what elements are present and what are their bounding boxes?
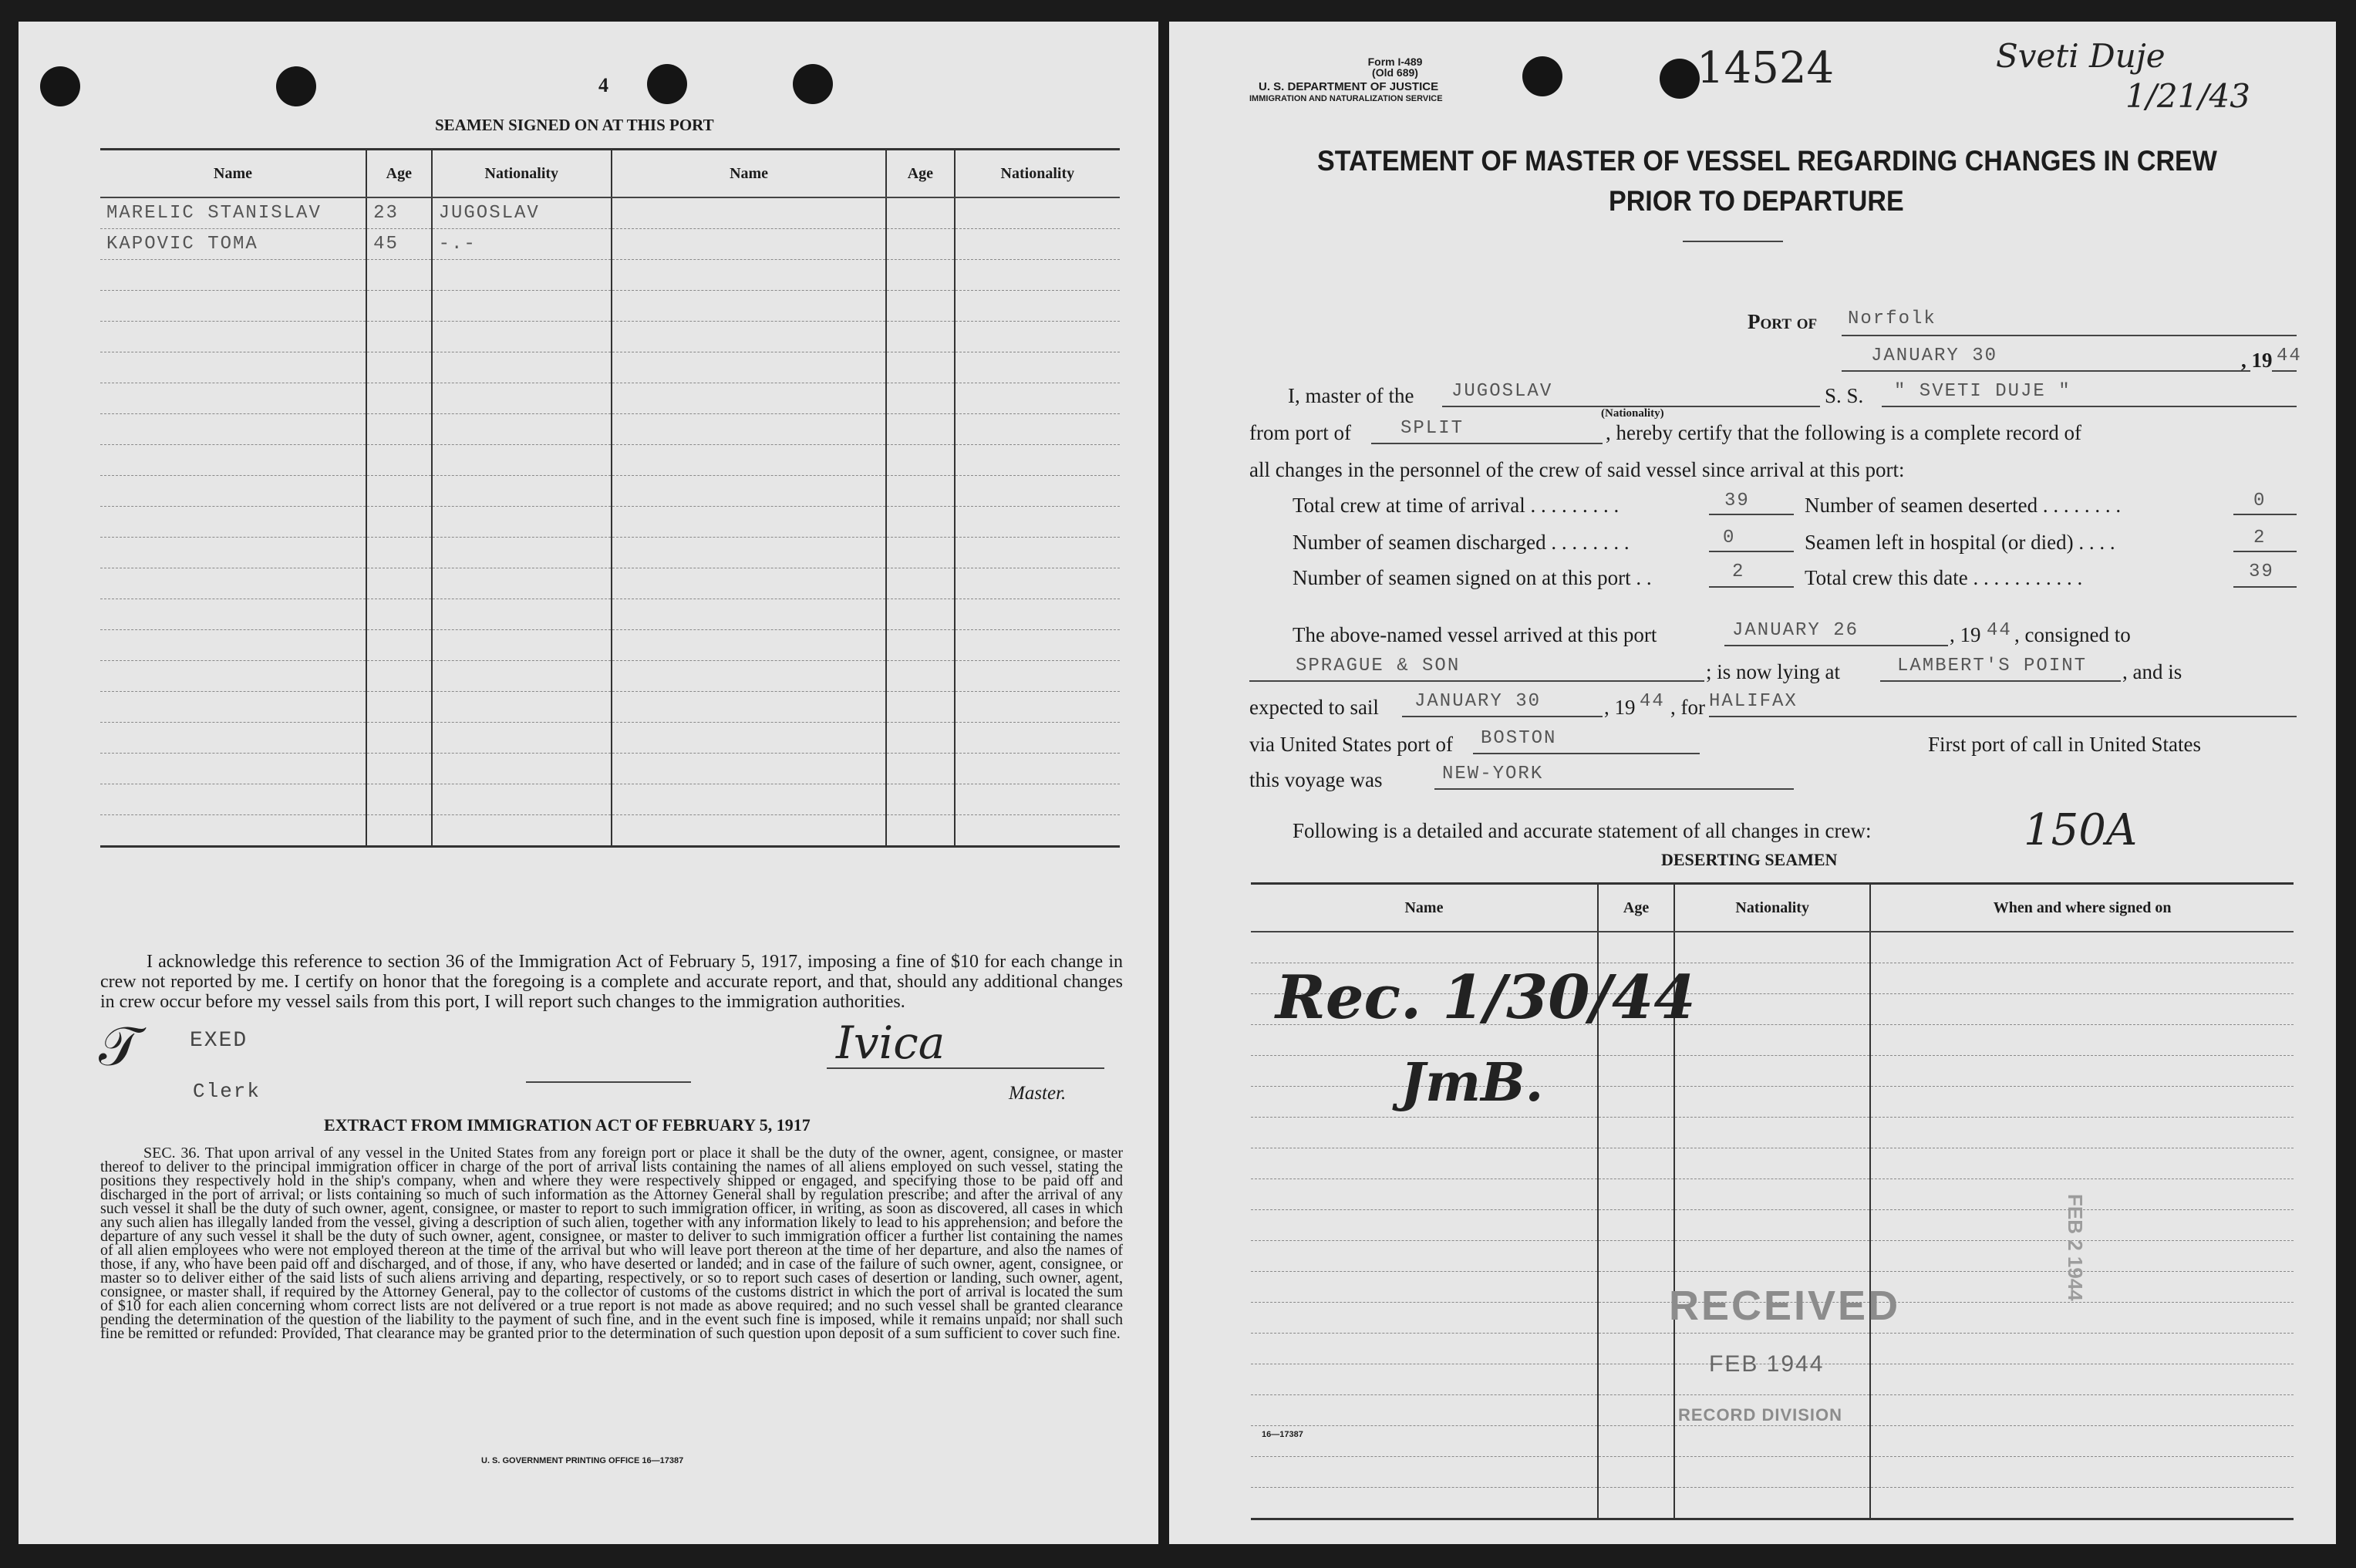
master-signature: Ivica bbox=[836, 1017, 945, 1069]
consigned-to-label: , consigned to bbox=[2014, 623, 2131, 646]
table-row bbox=[100, 260, 1120, 291]
col-name: Name bbox=[1251, 884, 1598, 932]
deserted-value: 0 bbox=[2253, 491, 2267, 511]
table-row bbox=[100, 414, 1120, 445]
stat-line bbox=[2233, 551, 2297, 552]
handwritten-date: 1/21/43 bbox=[2125, 77, 2250, 115]
all-changes-text: all changes in the personnel of the crew of said vessel since arrival at this port: bbox=[1249, 458, 1905, 481]
port-of-value: Norfolk bbox=[1848, 309, 1936, 329]
handwritten-code: 150A bbox=[2024, 805, 2138, 855]
col-name: Name bbox=[100, 150, 366, 198]
consignee-line bbox=[1249, 680, 1704, 682]
seaman-name: MARELIC STANISLAV bbox=[100, 197, 366, 229]
table-row bbox=[100, 630, 1120, 661]
table-row bbox=[1251, 1210, 2294, 1241]
port-line bbox=[1842, 335, 2297, 336]
year-prefix: , 19 bbox=[2241, 349, 2273, 372]
certify-text: , hereby certify that the following is a complete record of bbox=[1606, 421, 2082, 444]
nationality-caption: (Nationality) bbox=[1601, 407, 1664, 420]
footer-code: 16—17387 bbox=[1262, 1430, 1303, 1439]
stat-line bbox=[1709, 514, 1794, 515]
total-crew-date-value: 39 bbox=[2249, 561, 2274, 582]
punch-hole bbox=[276, 66, 316, 106]
hospital-label: Seamen left in hospital (or died) . . . . bbox=[1805, 531, 2115, 554]
table-row bbox=[100, 784, 1120, 815]
signed-on-label: Number of seamen signed on at this port . . bbox=[1293, 566, 1652, 589]
title-divider bbox=[1683, 241, 1783, 242]
department: U. S. DEPARTMENT OF JUSTICE bbox=[1259, 80, 1439, 93]
stat-line bbox=[1709, 586, 1794, 588]
col-nationality: Nationality bbox=[1674, 884, 1870, 932]
ss-label: S. S. bbox=[1825, 384, 1864, 407]
right-page bbox=[1169, 22, 2336, 1544]
expected-date-line bbox=[1402, 716, 1603, 717]
received-stamp: RECEIVED bbox=[1669, 1283, 1901, 1329]
form-title-line1: STATEMENT OF MASTER OF VESSEL REGARDING CHANGES IN CREW bbox=[1317, 145, 2217, 177]
deserting-title: DESERTING SEAMEN bbox=[1661, 850, 1838, 869]
col-age-2: Age bbox=[886, 150, 955, 198]
col-nationality-2: Nationality bbox=[955, 150, 1120, 198]
ship-name: " SVETI DUJE " bbox=[1894, 381, 2071, 402]
arrived-label: The above-named vessel arrived at this port bbox=[1293, 623, 1657, 646]
total-crew-arrival-value: 39 bbox=[1724, 491, 1750, 511]
from-port-label: from port of bbox=[1249, 421, 1351, 444]
for-line bbox=[1709, 716, 2297, 717]
printer-line: U. S. GOVERNMENT PRINTING OFFICE 16—17387 bbox=[481, 1456, 684, 1465]
arrived-date-line bbox=[1724, 645, 1948, 646]
handwritten-received-note: Rec. 1/30/44 bbox=[1276, 963, 1696, 1033]
total-crew-date-label: Total crew this date . . . . . . . . . . . bbox=[1805, 566, 2083, 589]
table-row bbox=[1251, 1426, 2294, 1457]
table-row bbox=[100, 322, 1120, 352]
punch-hole bbox=[40, 66, 80, 106]
from-port-line bbox=[1371, 443, 1603, 444]
seaman-age: 23 bbox=[366, 197, 432, 229]
form-title-line2: PRIOR TO DEPARTURE bbox=[1609, 185, 1904, 217]
and-is-label: , and is bbox=[2122, 660, 2182, 683]
arrived-date: JANUARY 26 bbox=[1732, 620, 1859, 641]
table-row bbox=[100, 661, 1120, 692]
extract-text: SEC. 36. That upon arrival of any vessel in the United States from any foreign port or place it shall be the duty of the owner, agent, consignee, or master thereof to deliver to the principal immigration officer in charge of the port of arrival lists containing the names of all aliens employed on such vessel, stating the positions they respectively hold in the ship's company, when and where they were respectively shipped or engaged, and specifying those to be paid off and discharged in the port of arrival; or lists containing so much of such information as the Attorney General shall by regulation prescribe; and after the arrival of any such vessel it shall be the duty of such owner, agent, consignee, or master to report to such immigration officer, in writing, as soon as discovered, all cases in which any such alien has illegally landed from the vessel, giving a description of such alien, together with any information likely to lead to his apprehension; and before the departure of any such vessel it shall be the duty of such owner, agent, consignee, or master to deliver to such immigration officer a further list containing the names of all alien employees who were not employed thereon at the time of the arrival but who will leave port thereon at the time of her departure, and also the names of those, if any, who have been paid off and discharged, and of those, if any, who have deserted or landed; and in case of the failure of such owner, agent, consignee, or master so to deliver either of the said lists of such aliens arriving and departing, respectively, or so to report such cases of desertion or landing, such owner, agent, consignee, or master shall, if required by the Attorney General, pay to the collector of customs of the customs district in which the port of arrival is located the sum of $10 for each alien concerning whom correct lists are not delivered or a true report is not made as above required; and no such vessel shall be granted clearance pending the determination of the question of the liability to the payment of such fine, and in the event such fine is imposed, while it remains unpaid; nor shall such fine be remitted or refunded: Provided, That clearance may be granted prior to the determination of such question upon deposit of a sum sufficient to cover such fine. bbox=[100, 1145, 1123, 1342]
seaman-nationality: JUGOSLAV bbox=[432, 197, 612, 229]
expected-year-prefix: , 19 bbox=[1604, 696, 1636, 719]
via-line bbox=[1473, 753, 1700, 754]
via-value: BOSTON bbox=[1481, 728, 1557, 749]
table-row bbox=[100, 476, 1120, 507]
stat-line bbox=[2233, 586, 2297, 588]
first-port-label: First port of call in United States bbox=[1928, 733, 2201, 756]
voyage-line bbox=[1434, 788, 1794, 790]
form-number: Form I-489 bbox=[1367, 56, 1423, 68]
form-old: (Old 689) bbox=[1372, 66, 1418, 79]
extract-title: EXTRACT FROM IMMIGRATION ACT OF FEBRUARY 5, 1917 bbox=[324, 1115, 811, 1135]
table-row bbox=[100, 291, 1120, 322]
total-crew-arrival-label: Total crew at time of arrival . . . . . . . . . bbox=[1293, 494, 1620, 517]
departure-date: JANUARY 30 bbox=[1871, 346, 1998, 366]
consignee: SPRAGUE & SON bbox=[1296, 656, 1461, 676]
punch-hole bbox=[1522, 56, 1562, 96]
expected-year: 44 bbox=[1640, 691, 1665, 712]
signature-line bbox=[526, 1081, 691, 1083]
service: IMMIGRATION AND NATURALIZATION SERVICE bbox=[1249, 94, 1443, 103]
from-port-value: SPLIT bbox=[1400, 418, 1464, 439]
expected-label: expected to sail bbox=[1249, 696, 1379, 719]
date-line bbox=[1842, 370, 2250, 372]
col-age: Age bbox=[366, 150, 432, 198]
table-row bbox=[100, 815, 1120, 847]
stat-line bbox=[1709, 551, 1794, 552]
following-text: Following is a detailed and accurate statement of all changes in crew: bbox=[1293, 819, 1872, 842]
lying-at-line bbox=[1880, 680, 2121, 682]
year-value: 44 bbox=[2277, 346, 2302, 366]
voyage-label: this voyage was bbox=[1249, 768, 1383, 791]
ship-name-line bbox=[1882, 406, 2297, 407]
seaman-nationality: -.- bbox=[432, 229, 612, 260]
table-row bbox=[100, 599, 1120, 630]
handwritten-initials: JmB. bbox=[1400, 1052, 1544, 1114]
table-row bbox=[100, 538, 1120, 568]
lying-at-label: ; is now lying at bbox=[1706, 660, 1840, 683]
for-value: HALIFAX bbox=[1709, 691, 1798, 712]
punch-hole bbox=[1660, 59, 1700, 99]
table-row bbox=[100, 692, 1120, 723]
table-row bbox=[100, 229, 1120, 260]
received-stamp-division: RECORD DIVISION bbox=[1678, 1405, 1843, 1425]
handwritten-file-number: 14524 bbox=[1697, 43, 1835, 93]
form-number-block bbox=[1337, 56, 1453, 78]
table-row bbox=[100, 568, 1120, 599]
via-label: via United States port of bbox=[1249, 733, 1453, 756]
table-row bbox=[1251, 932, 2294, 963]
table-row bbox=[100, 754, 1120, 784]
page-number: 4 bbox=[598, 74, 608, 96]
discharged-label: Number of seamen discharged . . . . . . . . bbox=[1293, 531, 1630, 554]
table-row bbox=[100, 197, 1120, 229]
for-label: , for bbox=[1670, 696, 1705, 719]
table-row bbox=[1251, 1488, 2294, 1519]
lying-at: LAMBERT'S POINT bbox=[1897, 656, 2088, 676]
seaman-age: 45 bbox=[366, 229, 432, 260]
clerk-label: Clerk bbox=[193, 1080, 261, 1103]
seaman-name: KAPOVIC TOMA bbox=[100, 229, 366, 260]
table-row bbox=[100, 383, 1120, 414]
hospital-value: 2 bbox=[2253, 528, 2267, 548]
table-row bbox=[1251, 1457, 2294, 1488]
side-date-stamp: FEB 2 1944 bbox=[2064, 1194, 2087, 1301]
signed-on-table bbox=[100, 148, 1120, 848]
table-header-row bbox=[100, 150, 1120, 198]
received-stamp-date: FEB 1944 bbox=[1709, 1351, 1825, 1377]
table-row bbox=[1251, 1118, 2294, 1148]
master-signature-line bbox=[827, 1067, 1104, 1069]
col-when-where: When and where signed on bbox=[1870, 884, 2294, 932]
table-row bbox=[100, 507, 1120, 538]
table-row bbox=[100, 352, 1120, 383]
master-of-label: I, master of the bbox=[1288, 384, 1414, 407]
stat-line bbox=[2233, 514, 2297, 515]
deserted-label: Number of seamen deserted . . . . . . . . bbox=[1805, 494, 2122, 517]
signed-on-value: 2 bbox=[1732, 561, 1745, 582]
col-name-2: Name bbox=[612, 150, 886, 198]
punch-hole bbox=[793, 64, 833, 104]
year-line bbox=[2272, 370, 2297, 372]
master-label: Master. bbox=[1009, 1083, 1067, 1104]
voyage-value: NEW-YORK bbox=[1442, 764, 1544, 784]
acknowledgement-text: I acknowledge this reference to section 36 of the Immigration Act of February 5, 1917, imposing a fine of $10 for each change in crew not reported by me. I certify on honor that the foregoing is a complete and accurate report, and that, should any additional changes in crew occur before my vessel sails from this port, I will report such changes to the immigration authorities. bbox=[100, 952, 1123, 1012]
col-nationality: Nationality bbox=[432, 150, 612, 198]
table-row bbox=[100, 445, 1120, 476]
table-row bbox=[1251, 1179, 2294, 1210]
handwritten-ship-name: Sveti Duje bbox=[1996, 37, 2166, 75]
table-row bbox=[1251, 1241, 2294, 1272]
table-row bbox=[100, 723, 1120, 754]
table-header-row bbox=[1251, 884, 2294, 932]
exed-stamp: EXED bbox=[190, 1029, 248, 1053]
arrived-year-prefix: , 19 bbox=[1950, 623, 1981, 646]
discharged-value: 0 bbox=[1723, 528, 1736, 548]
port-of-label: Port of bbox=[1748, 310, 1818, 333]
left-page bbox=[19, 22, 1158, 1544]
section-title: SEAMEN SIGNED ON AT THIS PORT bbox=[435, 116, 714, 134]
punch-hole bbox=[647, 64, 687, 104]
col-age: Age bbox=[1598, 884, 1674, 932]
table-row bbox=[1251, 1148, 2294, 1179]
arrived-year: 44 bbox=[1987, 620, 2012, 641]
nationality-value: JUGOSLAV bbox=[1451, 381, 1553, 402]
clerk-signature: 𝒯 bbox=[99, 1015, 140, 1078]
expected-date: JANUARY 30 bbox=[1414, 691, 1542, 712]
